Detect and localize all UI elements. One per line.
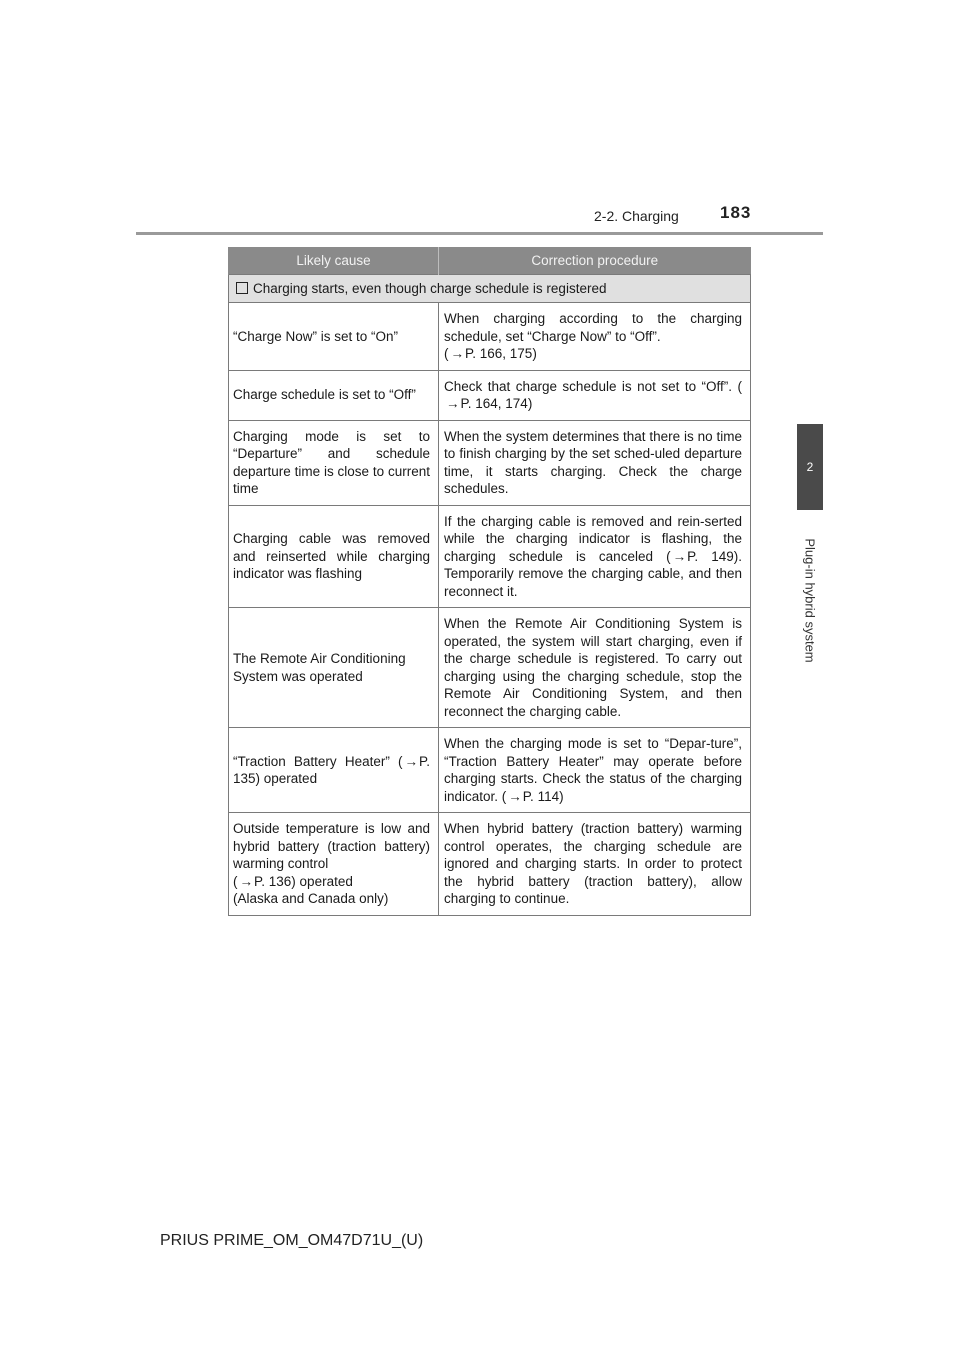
page-reference: P. 136 (254, 873, 292, 889)
cause-text: Outside temperature is low and hybrid battery (traction battery) warming control (233, 821, 430, 871)
procedure-cell: When charging according to the charging schedule, set “Charge Now” to “Off”. ( →P. 166, 175) (439, 303, 751, 371)
cause-note: (Alaska and Canada only) (233, 891, 389, 906)
arrow-right-icon: → (446, 396, 460, 411)
table-row (229, 303, 751, 371)
table-row (229, 728, 751, 813)
table-row (229, 813, 751, 916)
troubleshooting-table (228, 247, 751, 916)
arrow-right-icon: → (404, 753, 418, 769)
cause-cell: Charge schedule is set to “Off” (229, 370, 439, 420)
cause-cell: The Remote Air Conditioning System was operated (229, 608, 439, 728)
chapter-tab-label: Plug-in hybrid system (802, 537, 818, 663)
cause-text: operated (263, 771, 318, 786)
table-row (229, 420, 751, 505)
section-cell (229, 275, 751, 303)
column-header-cause: Likely cause (229, 247, 439, 275)
procedure-cell: Check that charge schedule is not set to “Off”. (→P. 164, 174) (439, 370, 751, 420)
cause-cell: Outside temperature is low and hybrid battery (traction battery) warming control ( →P. 136) operated (Alaska and Canada only) (229, 813, 439, 916)
chapter-tab (797, 512, 823, 688)
procedure-text: Temporarily remove the charging cable, and then reconnect it. (444, 566, 742, 599)
cause-text: “Traction Battery Heater” (233, 753, 390, 769)
checkbox-icon (236, 282, 248, 294)
page-reference: P. 114 (522, 788, 560, 804)
procedure-cell: If the charging cable is removed and rein-serted while the charging indicator is flashing, the charging schedule is canceled ( →P. 149). Temporarily remove the charging cable, and then reconnect it. (439, 505, 751, 608)
procedure-cell: When hybrid battery (traction battery) warming control operates, the charging schedule are ignored and charging starts. In order to protect the hybrid battery (traction battery), allow charging to continue. (439, 813, 751, 916)
procedure-text: Check that charge schedule is not set to “Off”. (444, 378, 733, 394)
table-row (229, 608, 751, 728)
procedure-text: When charging according to the charging schedule, set “Charge Now” to “Off”. (444, 311, 742, 344)
procedure-cell: When the Remote Air Conditioning System is operated, the system will start charging, even if the charge schedule is registered. To carry out charging using the charging schedule, stop the Remote Air Conditioning System, and then reconnect the charging cable. (439, 608, 751, 728)
arrow-right-icon: → (450, 346, 464, 361)
section-title: Charging starts, even though charge schedule is registered (253, 280, 607, 296)
cause-cell: Charging cable was removed and reinserted while charging indicator was flashing (229, 505, 439, 608)
page-reference: P. 135 (233, 753, 431, 786)
arrow-right-icon: → (239, 873, 253, 889)
cause-cell: “Charge Now” is set to “On” (229, 303, 439, 371)
cause-cell: Charging mode is set to “Departure” and schedule departure time is close to current time (229, 420, 439, 505)
page-reference: P. 164, 174 (460, 396, 528, 411)
procedure-cell: When the charging mode is set to “Depar-ture”, “Traction Battery Heater” may operate before charging starts. Check the status of the charging indicator. ( →P. 114) (439, 728, 751, 813)
arrow-right-icon: → (672, 548, 687, 564)
table-header-row (229, 247, 751, 275)
column-header-procedure: Correction procedure (439, 247, 751, 275)
arrow-right-icon: → (508, 788, 522, 804)
procedure-text: If the charging cable is removed and rein-serted while the charging indicator is flashing, the charging schedule is canceled (444, 513, 742, 564)
table-row (229, 370, 751, 420)
page-reference: P. 166, 175 (465, 346, 533, 361)
page-reference: P. 149 (687, 548, 734, 564)
page-number: 183 (720, 203, 752, 222)
procedure-cell: When the system determines that there is no time to finish charging by the set sched-uled departure time, it starts charging. Check the charge schedules. (439, 420, 751, 505)
header-divider (136, 232, 823, 235)
table-row (229, 505, 751, 608)
cause-text: operated (299, 873, 353, 889)
document-id: PRIUS PRIME_OM_OM47D71U_(U) (160, 1232, 424, 1249)
cause-cell: “Traction Battery Heater” ( →P. 135) operated (229, 728, 439, 813)
procedure-text: When the charging mode is set to “Depar-ture”, “Traction Battery Heater” may operate before charging starts. Check the status of the charging indicator. (444, 736, 742, 804)
chapter-tab-number: 2 (797, 424, 823, 510)
section-title: 2-2. Charging (594, 208, 679, 224)
section-row (229, 275, 751, 303)
